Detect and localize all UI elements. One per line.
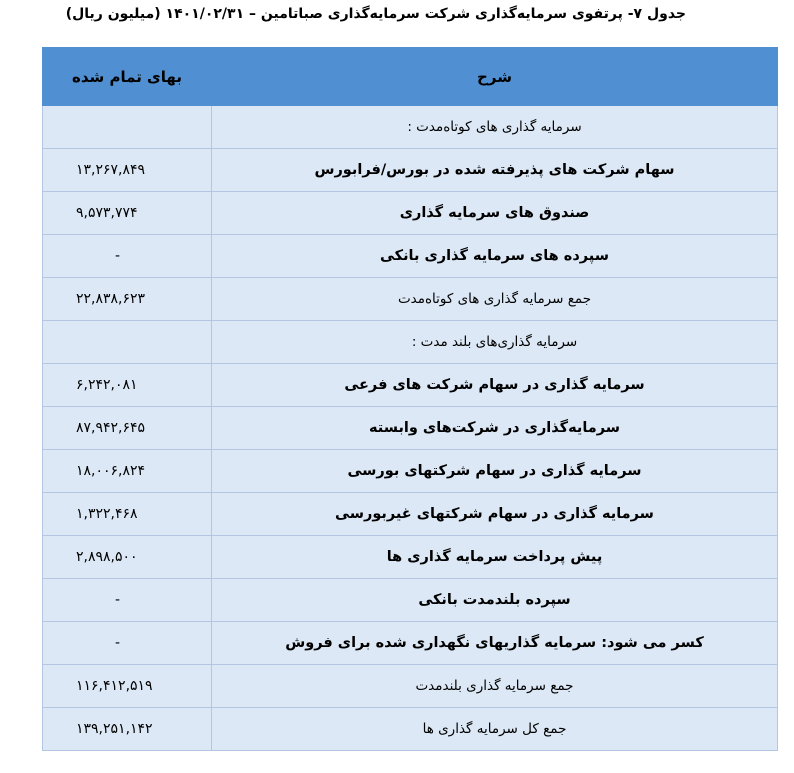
description-cell: جمع سرمایه گذاری بلندمدت <box>212 665 778 708</box>
table-row <box>43 321 778 364</box>
cost-cell: ۲,۸۹۸,۵۰۰ <box>43 536 212 579</box>
cost-cell: ۹,۵۷۳,۷۷۴ <box>43 192 212 235</box>
table-row <box>43 622 778 665</box>
description-cell: سرمایه گذاری های کوتاه‌مدت : <box>212 106 778 149</box>
table-row <box>43 235 778 278</box>
table-body <box>43 106 778 751</box>
table-row <box>43 106 778 149</box>
table-caption: جدول ۷- پرتفوی سرمایه‌گذاری شرکت سرمایه‌گذاری صباتامین – ۱۴۰۱/۰۲/۳۱ (میلیون ریال) <box>65 6 686 22</box>
cost-cell <box>43 106 212 149</box>
description-cell: سرمایه گذاری در سهام شرکتهای غیربورسی <box>212 493 778 536</box>
cost-cell: ۱۳۹,۲۵۱,۱۴۲ <box>43 708 212 751</box>
table-row <box>43 364 778 407</box>
table-row <box>43 665 778 708</box>
description-cell: سرمایه گذاری‌های بلند مدت : <box>212 321 778 364</box>
cost-cell: - <box>43 579 212 622</box>
table-row <box>43 450 778 493</box>
cost-cell <box>43 321 212 364</box>
description-cell: سرمایه‌گذاری در شرکت‌های وابسته <box>212 407 778 450</box>
table-row <box>43 493 778 536</box>
description-cell: سهام شرکت های پذیرفته شده در بورس/فرابورس <box>212 149 778 192</box>
description-cell: سرمایه گذاری در سهام شرکتهای بورسی <box>212 450 778 493</box>
header-description: شرح <box>212 48 778 106</box>
description-cell: جمع کل سرمایه گذاری ها <box>212 708 778 751</box>
description-cell: جمع سرمایه گذاری های کوتاه‌مدت <box>212 278 778 321</box>
description-cell: پیش پرداخت سرمایه گذاری ها <box>212 536 778 579</box>
description-cell: سرمایه گذاری در سهام شرکت های فرعی <box>212 364 778 407</box>
portfolio-table <box>42 47 778 751</box>
cost-cell: ۲۲,۸۳۸,۶۲۳ <box>43 278 212 321</box>
cost-cell: ۱۱۶,۴۱۲,۵۱۹ <box>43 665 212 708</box>
cost-cell: ۱۳,۲۶۷,۸۴۹ <box>43 149 212 192</box>
table-header-row <box>43 48 778 106</box>
cost-cell: - <box>43 235 212 278</box>
cost-cell: ۱۸,۰۰۶,۸۲۴ <box>43 450 212 493</box>
header-cost: بهای تمام شده <box>43 48 212 106</box>
table-row <box>43 278 778 321</box>
table-row <box>43 407 778 450</box>
description-cell: سپرده های سرمایه گذاری بانکی <box>212 235 778 278</box>
cost-cell: ۸۷,۹۴۲,۶۴۵ <box>43 407 212 450</box>
description-cell: سپرده بلندمدت بانکی <box>212 579 778 622</box>
description-cell: صندوق های سرمایه گذاری <box>212 192 778 235</box>
cost-cell: ۱,۳۲۲,۴۶۸ <box>43 493 212 536</box>
cost-cell: - <box>43 622 212 665</box>
table-row <box>43 579 778 622</box>
table-row <box>43 536 778 579</box>
table-row <box>43 192 778 235</box>
table-row <box>43 149 778 192</box>
cost-cell: ۶,۲۴۲,۰۸۱ <box>43 364 212 407</box>
description-cell: کسر می شود: سرمایه گذاریهای نگهداری شده برای فروش <box>212 622 778 665</box>
table-row <box>43 708 778 751</box>
